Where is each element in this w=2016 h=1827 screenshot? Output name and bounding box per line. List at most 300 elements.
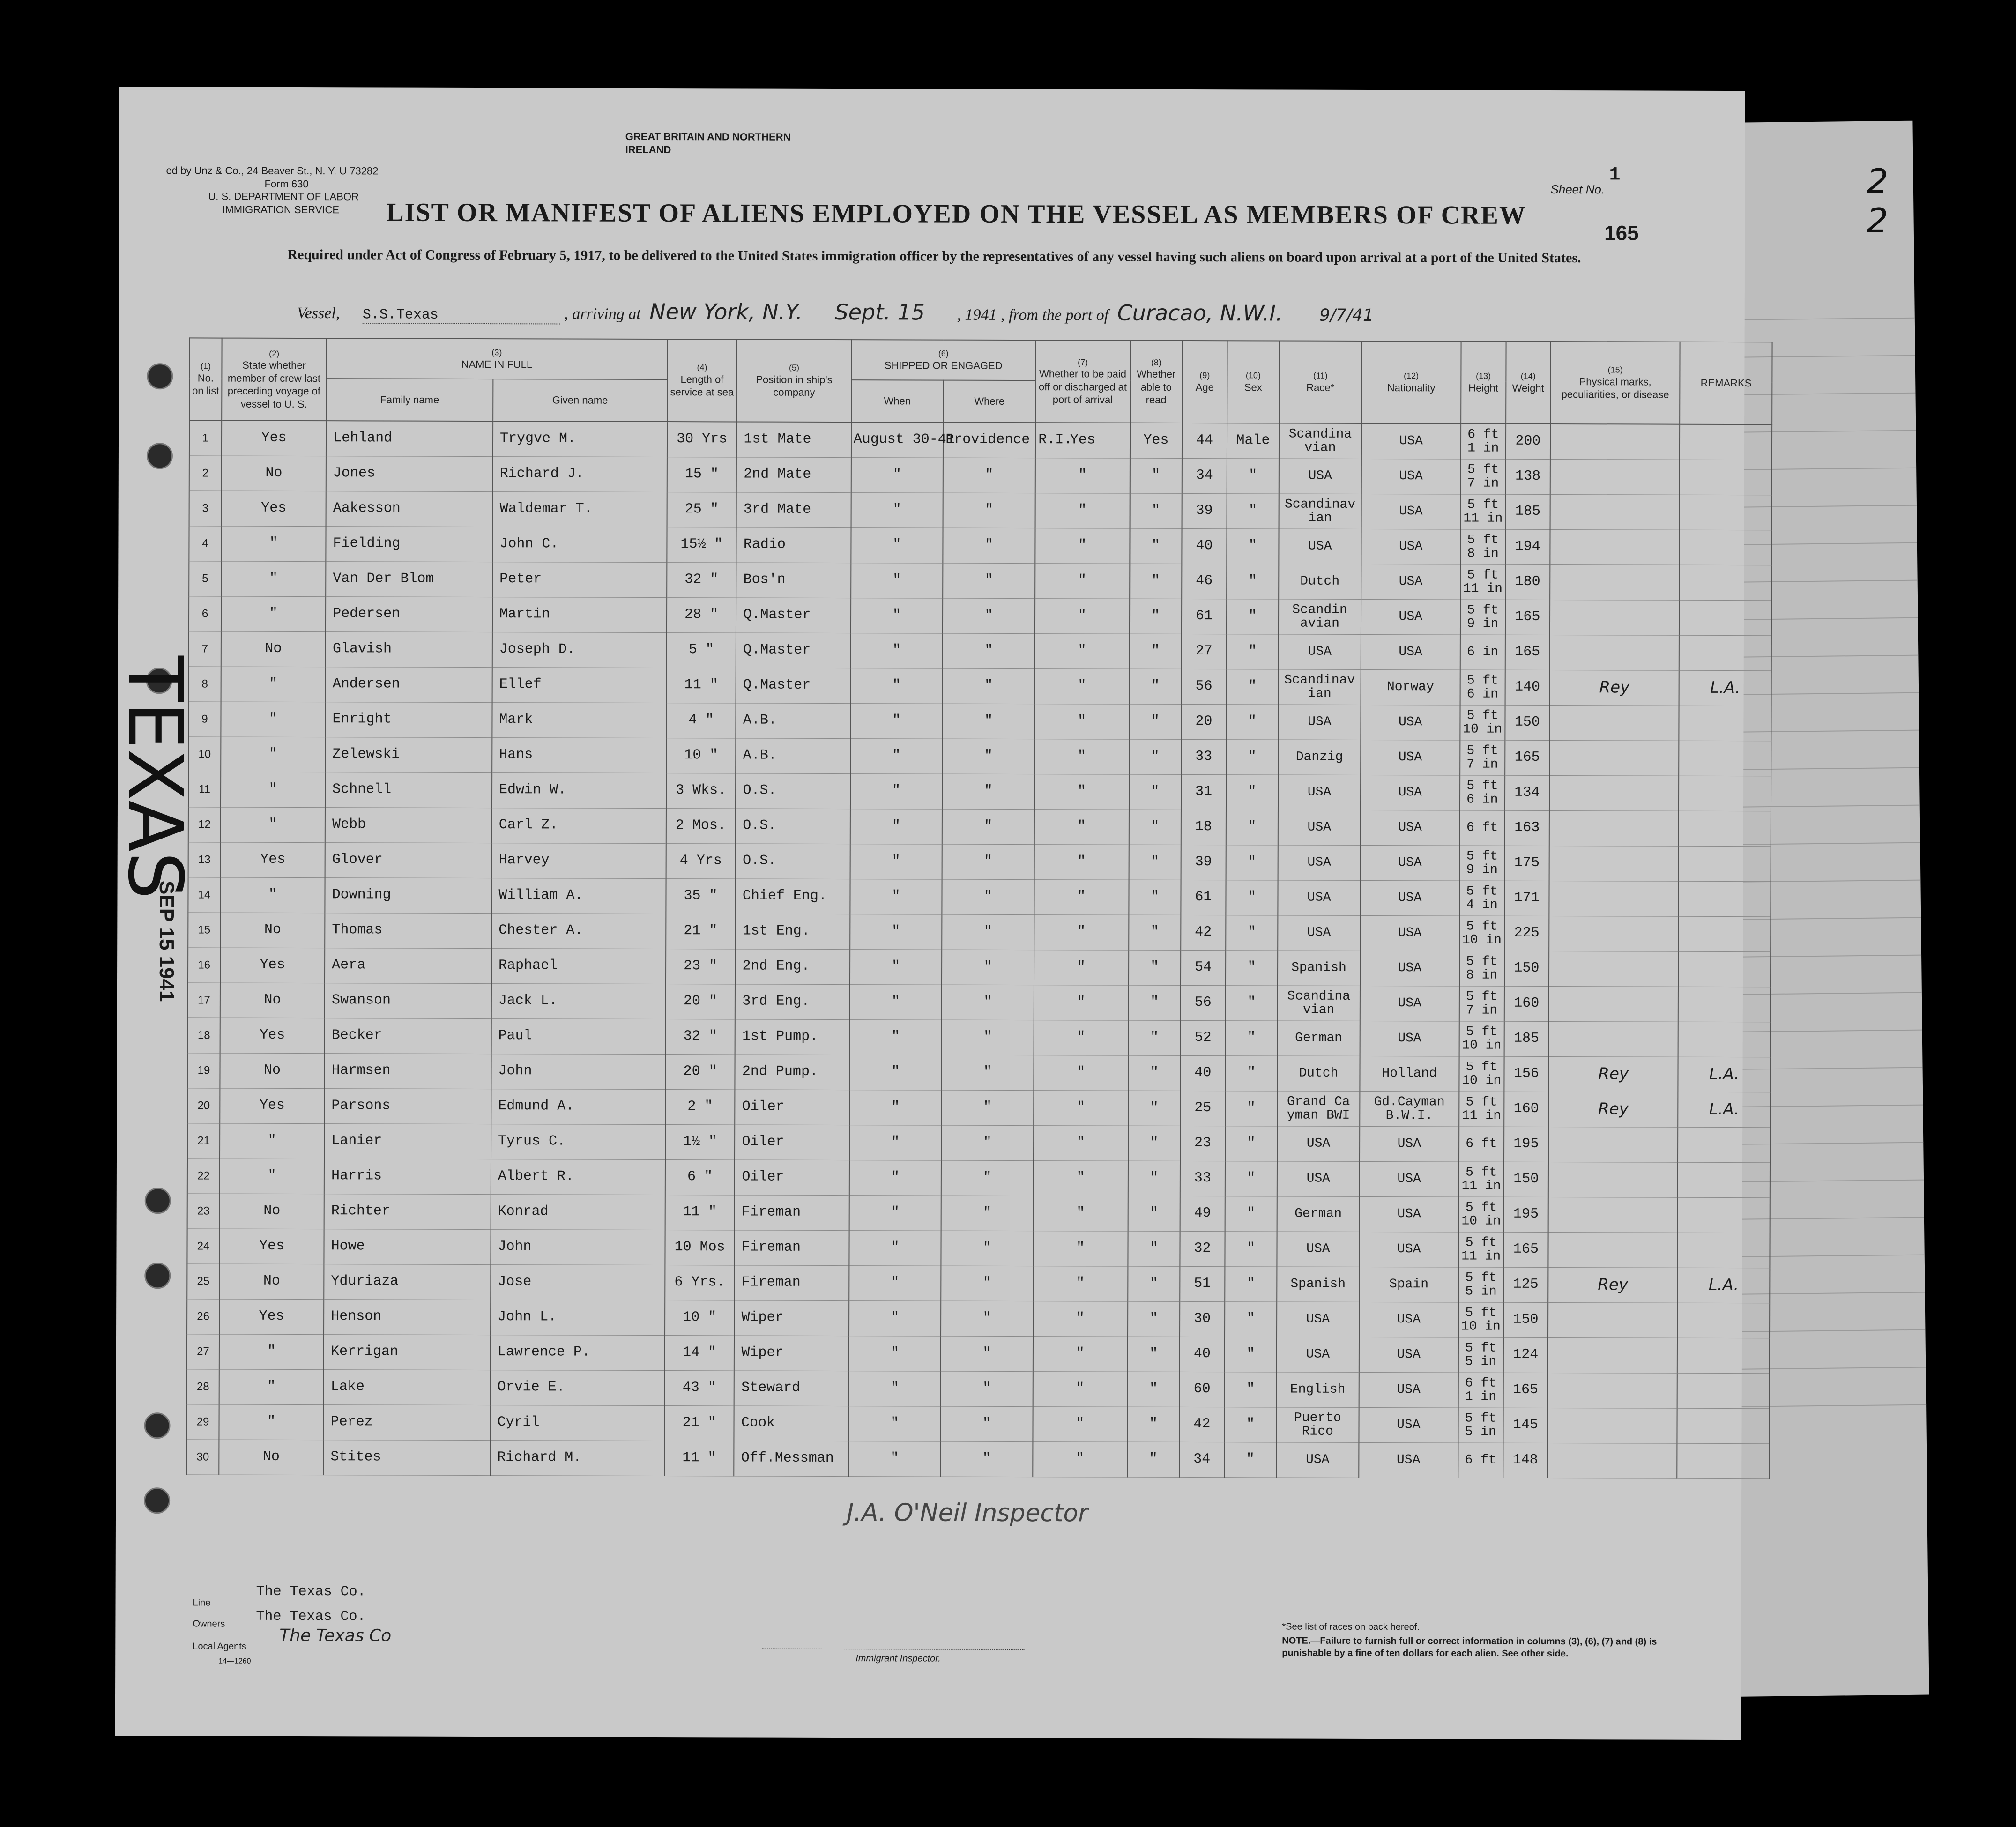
table-row (188, 737, 1771, 776)
cell-age: 27 (1182, 634, 1227, 669)
cell-nationality: USA (1361, 423, 1461, 459)
table-row (187, 1369, 1770, 1409)
cell-when: " (849, 1055, 942, 1091)
cell-read: " (1130, 564, 1182, 599)
cell-remarks (1680, 495, 1772, 530)
cell-family: Pedersen (326, 597, 492, 632)
cell-marks (1547, 1443, 1677, 1478)
cell-weight: 195 (1503, 1197, 1548, 1232)
cell-remarks (1679, 600, 1771, 636)
cell-age: 60 (1180, 1372, 1225, 1407)
cell-weight: 124 (1503, 1337, 1548, 1373)
cell-prev: No (222, 456, 326, 491)
cell-position: Oiler (735, 1090, 850, 1125)
cell-sex: " (1226, 845, 1278, 880)
cell-service: 1½ " (665, 1125, 735, 1160)
cell-when: " (849, 1090, 942, 1126)
cell-race: Puerto Rico (1277, 1407, 1359, 1442)
table-row (186, 1404, 1769, 1444)
cell-where: Providence R.I. (943, 423, 1035, 458)
cell-weight: 185 (1505, 494, 1550, 529)
header-race: (11) Race* (1279, 341, 1361, 423)
header-given-name: Given name (493, 379, 667, 422)
cell-given: Mark (492, 703, 666, 738)
cell-sex: " (1226, 915, 1278, 951)
cell-weight: 195 (1504, 1127, 1549, 1162)
cell-paid: " (1035, 458, 1130, 494)
cell-where: " (943, 598, 1035, 634)
cell-service: 10 " (665, 1300, 735, 1336)
cell-sex: " (1226, 951, 1278, 986)
cell-paid: " (1034, 1126, 1128, 1161)
table-row (188, 702, 1771, 741)
punch-hole (147, 363, 173, 389)
punch-hole (147, 443, 173, 469)
table-row (188, 948, 1771, 987)
cell-given: Albert R. (491, 1159, 665, 1195)
cell-race: USA (1279, 634, 1361, 669)
cell-nationality: USA (1360, 775, 1460, 810)
cell-no: 26 (187, 1299, 219, 1334)
manifest-title: LIST OR MANIFEST OF ALIENS EMPLOYED ON THE VESSEL AS MEMBERS OF CREW (386, 198, 1526, 230)
cell-service: 32 " (665, 1019, 735, 1055)
cell-when: " (849, 1336, 941, 1372)
cell-family: Thomas (325, 913, 491, 949)
cell-service: 4 " (666, 703, 736, 738)
cell-marks: Rey (1548, 1092, 1678, 1127)
cell-prev: " (221, 702, 325, 737)
cell-given: Trygve M. (493, 421, 667, 457)
cell-paid: " (1033, 1301, 1128, 1337)
header-age: (9) Age (1182, 341, 1227, 423)
cell-race: USA (1277, 1232, 1359, 1267)
cell-no: 28 (187, 1369, 219, 1404)
cell-height: 5 ft 6 in (1460, 775, 1505, 810)
cell-given: Peter (492, 562, 667, 598)
cell-age: 46 (1182, 564, 1227, 599)
cell-paid: " (1034, 1055, 1128, 1091)
cell-age: 30 (1180, 1301, 1225, 1337)
cell-no: 8 (189, 667, 221, 702)
table-row (186, 1440, 1769, 1479)
cell-where: " (942, 739, 1034, 774)
cell-height: 5 ft 4 in (1459, 881, 1504, 916)
cell-sex: " (1225, 1232, 1277, 1267)
cell-paid: " (1034, 950, 1129, 986)
owners-label: Owners (193, 1619, 225, 1629)
cell-read: " (1128, 1055, 1181, 1091)
cell-height: 5 ft 11 in (1461, 494, 1506, 529)
line-label: Line (193, 1597, 211, 1608)
table-row (188, 913, 1771, 952)
cell-marks (1549, 986, 1678, 1022)
cell-nationality: USA (1361, 705, 1460, 740)
cell-age: 31 (1181, 774, 1226, 810)
cell-family: Howe (324, 1229, 491, 1265)
cell-position: A.B. (736, 703, 851, 739)
cell-weight: 165 (1503, 1373, 1548, 1408)
cell-marks (1549, 916, 1678, 951)
cell-where: " (942, 950, 1034, 985)
cell-sex: " (1226, 775, 1279, 810)
header-paid-off: (7) Whether to be paid off or discharged at port of arrival (1035, 340, 1130, 423)
cell-age: 52 (1181, 1020, 1226, 1055)
cell-when: " (851, 598, 943, 634)
cell-paid: " (1034, 880, 1129, 915)
cell-marks (1549, 881, 1679, 916)
cell-when: August 30-41 (851, 422, 944, 458)
departure-port: Curacao, N.W.I. (1117, 300, 1283, 326)
cell-when: " (848, 1441, 941, 1477)
cell-sex: " (1224, 1407, 1277, 1442)
cell-nationality: USA (1361, 494, 1461, 529)
cell-service: 10 Mos (665, 1230, 735, 1265)
cell-position: 3rd Mate (736, 492, 851, 528)
cell-read: " (1128, 1020, 1181, 1055)
cell-height: 5 ft 7 in (1460, 740, 1505, 775)
cell-paid: " (1034, 739, 1129, 775)
cell-remarks (1677, 1373, 1770, 1409)
cell-when: " (849, 1196, 941, 1231)
cell-marks (1549, 810, 1679, 846)
cell-remarks (1679, 881, 1771, 917)
cell-prev: No (220, 1194, 324, 1229)
cell-family: Zelewski (325, 737, 492, 773)
cell-read: " (1128, 1266, 1180, 1301)
cell-sex: " (1225, 1056, 1278, 1091)
cell-no: 15 (188, 913, 220, 948)
cell-marks (1548, 1302, 1677, 1338)
cell-no: 10 (188, 737, 221, 772)
cell-weight: 150 (1503, 1302, 1548, 1337)
cell-paid: " (1034, 1091, 1128, 1126)
cell-race: Dutch (1279, 564, 1361, 599)
cell-position: Chief Eng. (736, 879, 850, 914)
punch-hole (144, 1263, 171, 1289)
inspector-label: Immigrant Inspector. (855, 1653, 941, 1664)
cell-height: 6 ft (1459, 1127, 1504, 1162)
cell-sex: " (1226, 634, 1279, 669)
cell-paid: " (1033, 1442, 1127, 1478)
cell-position: Oiler (735, 1160, 849, 1196)
arriving-label: , arriving at (564, 305, 641, 323)
cell-age: 18 (1181, 810, 1226, 845)
cell-height: 5 ft 8 in (1459, 951, 1504, 986)
cell-nationality: USA (1360, 1021, 1459, 1056)
cell-race: USA (1278, 915, 1360, 951)
cell-position: 1st Pump. (735, 1019, 850, 1055)
cell-sex: " (1227, 564, 1279, 599)
vessel-name: S.S.Texas (363, 307, 560, 324)
cell-age: 40 (1180, 1337, 1225, 1372)
line-value: The Texas Co. (256, 1583, 366, 1600)
cell-service: 15 " (667, 457, 736, 492)
form-number: Form 630 (264, 178, 309, 190)
cell-marks (1548, 1337, 1677, 1373)
cell-height: 5 ft 10 in (1458, 1302, 1503, 1337)
table-row (189, 526, 1771, 565)
corner-handwritten-mark: 2 2 (1867, 161, 1889, 240)
cell-where: " (941, 1336, 1033, 1372)
cell-race: USA (1277, 1302, 1359, 1337)
cell-weight: 150 (1505, 705, 1550, 740)
cell-when: " (850, 844, 942, 880)
cell-family: Schnell (325, 772, 492, 808)
cell-service: 4 Yrs (666, 844, 736, 879)
inspector-signature-line (762, 1649, 1024, 1650)
header-name-in-full: (3) NAME IN FULL (326, 338, 667, 379)
cell-where: " (941, 1090, 1034, 1126)
cell-prev: Yes (220, 1018, 325, 1054)
cell-remarks (1679, 706, 1771, 741)
cell-service: 2 Mos. (666, 809, 736, 844)
cell-nationality: USA (1360, 845, 1460, 881)
cell-read: " (1129, 880, 1181, 915)
cell-age: 40 (1181, 1055, 1226, 1091)
cell-marks (1550, 705, 1679, 741)
cell-sex: " (1225, 1337, 1277, 1372)
cell-read: " (1129, 810, 1181, 845)
cell-position: 2nd Mate (736, 457, 851, 493)
cell-no: 2 (189, 456, 222, 491)
cell-no: 23 (187, 1194, 220, 1229)
cell-nationality: USA (1359, 1161, 1459, 1197)
cell-age: 23 (1180, 1126, 1225, 1161)
cell-nationality: Holland (1360, 1056, 1459, 1092)
cell-read: " (1130, 599, 1182, 634)
table-row (189, 420, 1772, 460)
cell-height: 5 ft 11 in (1458, 1232, 1503, 1267)
header-no-on-list: (1) No. on list (189, 338, 222, 420)
header-shipped-engaged: (6) SHIPPED OR ENGAGED (851, 340, 1035, 380)
cell-family: Andersen (326, 667, 492, 703)
cell-service: 35 " (666, 879, 736, 914)
cell-given: Chester A. (491, 914, 666, 949)
cell-race: USA (1279, 529, 1361, 564)
cell-sex: " (1226, 740, 1279, 775)
cell-remarks (1678, 1127, 1770, 1163)
cell-prev: Yes (222, 421, 326, 456)
cell-weight: 200 (1505, 424, 1550, 460)
cell-no: 5 (189, 561, 221, 596)
table-row (187, 1088, 1770, 1128)
cell-remarks (1680, 530, 1772, 565)
cell-position: 1st Mate (736, 422, 851, 457)
cell-when: " (849, 1301, 941, 1337)
cell-prev: Yes (222, 491, 326, 527)
cell-no: 4 (189, 526, 221, 561)
cell-height: 5 ft 8 in (1460, 529, 1505, 564)
cell-given: William A. (491, 878, 666, 914)
cell-position: Off.Messman (734, 1441, 849, 1477)
form-code: 14—1260 (218, 1657, 251, 1665)
cell-given: Martin (492, 597, 667, 633)
cell-when: " (850, 774, 943, 810)
cell-where: " (942, 774, 1034, 810)
cell-given: John (491, 1230, 665, 1265)
cell-paid: " (1033, 1266, 1128, 1302)
cell-where: " (942, 844, 1034, 880)
cell-service: 11 " (666, 668, 736, 703)
cell-position: 1st Eng. (736, 914, 850, 950)
cell-paid: " (1035, 493, 1130, 529)
cell-paid: " (1034, 845, 1129, 880)
arrival-port: New York, N.Y. (649, 298, 803, 325)
cell-when: " (849, 1125, 942, 1161)
cell-service: 2 " (665, 1090, 735, 1125)
cell-family: Downing (325, 878, 491, 914)
cell-position: 2nd Eng. (735, 949, 850, 985)
cell-weight: 140 (1505, 670, 1550, 705)
cell-family: Glover (325, 843, 492, 878)
cell-sex: Male (1227, 423, 1280, 459)
cell-nationality: USA (1361, 564, 1461, 600)
cell-weight: 194 (1505, 529, 1550, 564)
cell-nationality: USA (1360, 915, 1460, 951)
cell-prev: No (220, 983, 325, 1018)
cell-weight: 150 (1504, 951, 1549, 986)
header-when: When (851, 380, 944, 423)
cell-read: " (1130, 493, 1182, 528)
cell-race: USA (1278, 775, 1360, 810)
header-nationality: (12) Nationality (1361, 341, 1461, 424)
cell-marks (1550, 600, 1679, 635)
cell-age: 33 (1180, 1161, 1225, 1196)
cell-when: " (850, 950, 942, 985)
cell-weight: 160 (1504, 986, 1549, 1021)
table-row (187, 1123, 1770, 1163)
cell-height: 5 ft 10 in (1459, 1056, 1504, 1092)
table-row (188, 983, 1771, 1022)
inspector-signature: J.A. O'Neil Inspector (846, 1499, 1088, 1528)
header-position: (5) Position in ship's company (737, 339, 852, 422)
cell-where: " (943, 704, 1035, 739)
cell-marks (1550, 424, 1680, 460)
cell-where: " (942, 1055, 1034, 1091)
cell-sex: " (1226, 705, 1279, 740)
cell-remarks: L.A. (1679, 670, 1771, 706)
cell-height: 5 ft 5 in (1458, 1337, 1503, 1373)
table-row (188, 807, 1771, 847)
cell-remarks (1678, 1162, 1770, 1198)
cell-age: 34 (1179, 1442, 1224, 1477)
cell-service: 25 " (667, 492, 736, 527)
table-row (188, 842, 1771, 882)
manifest-subtitle: Required under Act of Congress of February 5, 1917, to be delivered to the United States immigration officer by the representatives of any vessel having such aliens on board upon arrival at a port of the United States. (287, 246, 1581, 266)
cell-family: Parsons (324, 1089, 491, 1124)
cell-no: 14 (188, 877, 220, 913)
cell-remarks (1677, 1338, 1770, 1374)
cell-marks (1550, 635, 1679, 670)
penalty-note: NOTE.—Failure to furnish full or correct information in columns (3), (6), (7) and (8) is punishable by a fine of ten dollars for each alien. See other side. (1282, 1635, 1657, 1659)
cell-remarks: L.A. (1678, 1092, 1771, 1128)
cell-given: John (491, 1054, 665, 1090)
cell-prev: No (219, 1264, 324, 1300)
header-service-length: (4) Length of service at sea (667, 339, 737, 422)
cell-sex: " (1225, 1021, 1278, 1056)
crew-rows (186, 420, 1772, 1478)
table-row (188, 772, 1771, 811)
cell-nationality: USA (1359, 1302, 1459, 1337)
cell-when: " (851, 528, 943, 564)
table-row (189, 596, 1771, 636)
cell-read: " (1128, 1161, 1180, 1196)
ship-stamp: TEXAS (112, 656, 199, 899)
cell-given: Joseph D. (492, 632, 667, 668)
cell-read: " (1128, 1231, 1180, 1266)
cell-position: O.S. (736, 773, 850, 809)
cell-marks: Rey (1549, 1056, 1678, 1092)
cell-remarks (1678, 1022, 1771, 1057)
cell-age: 39 (1181, 845, 1226, 880)
cell-age: 51 (1180, 1266, 1225, 1301)
header-previous-voyage: (2) State whether member of crew last preceding voyage of vessel to U. S. (222, 338, 327, 421)
cell-given: Konrad (491, 1195, 665, 1230)
cell-where: " (943, 563, 1035, 599)
cell-where: " (943, 493, 1035, 528)
cell-given: John C. (492, 527, 667, 563)
cell-height: 6 ft 1 in (1458, 1373, 1503, 1408)
cell-position: Wiper (734, 1300, 849, 1336)
cell-read: " (1130, 528, 1182, 564)
cell-where: " (941, 1231, 1034, 1266)
table-row (187, 1299, 1770, 1338)
cell-read: " (1128, 1126, 1181, 1161)
cell-nationality: USA (1359, 1442, 1458, 1478)
cell-family: Becker (325, 1018, 491, 1054)
cell-height: 6 ft 1 in (1461, 423, 1506, 459)
cell-where: " (941, 1406, 1033, 1442)
cell-height: 5 ft 10 in (1459, 1021, 1504, 1056)
cell-weight: 171 (1504, 881, 1549, 916)
cell-weight: 165 (1505, 635, 1550, 670)
cell-age: 56 (1182, 669, 1227, 704)
cell-nationality: USA (1361, 599, 1460, 635)
cell-read: " (1127, 1337, 1180, 1372)
cell-nationality: Norway (1361, 669, 1460, 705)
cell-remarks: L.A. (1678, 1057, 1771, 1092)
cell-given: Ellef (492, 668, 667, 703)
cell-when: " (851, 563, 943, 599)
owners-value: The Texas Co. (256, 1608, 366, 1625)
cell-race: USA (1277, 1126, 1359, 1161)
cell-age: 34 (1182, 458, 1227, 493)
cell-prev: " (221, 807, 325, 843)
cell-no: 24 (187, 1229, 219, 1264)
cell-nationality: USA (1361, 634, 1460, 670)
table-row (187, 1264, 1770, 1303)
cell-marks (1548, 1162, 1678, 1197)
cell-age: 40 (1182, 528, 1227, 564)
cell-race: USA (1278, 845, 1360, 880)
cell-service: 30 Yrs (667, 422, 737, 457)
cell-remarks (1679, 916, 1771, 952)
cell-prev: " (221, 667, 326, 702)
cell-no: 21 (187, 1123, 220, 1159)
cell-no: 25 (187, 1264, 219, 1299)
cell-family: Henson (324, 1300, 491, 1335)
cell-remarks (1677, 1408, 1770, 1444)
table-row (189, 456, 1772, 495)
cell-no: 19 (187, 1053, 220, 1088)
cell-race: Grand Ca yman BWI (1277, 1091, 1359, 1126)
cell-height: 6 ft (1458, 1443, 1503, 1478)
cell-no: 12 (188, 807, 221, 842)
cell-remarks (1678, 1197, 1770, 1233)
cell-weight: 165 (1505, 600, 1550, 635)
cell-race: German (1277, 1196, 1359, 1232)
cell-given: Paul (491, 1019, 666, 1055)
